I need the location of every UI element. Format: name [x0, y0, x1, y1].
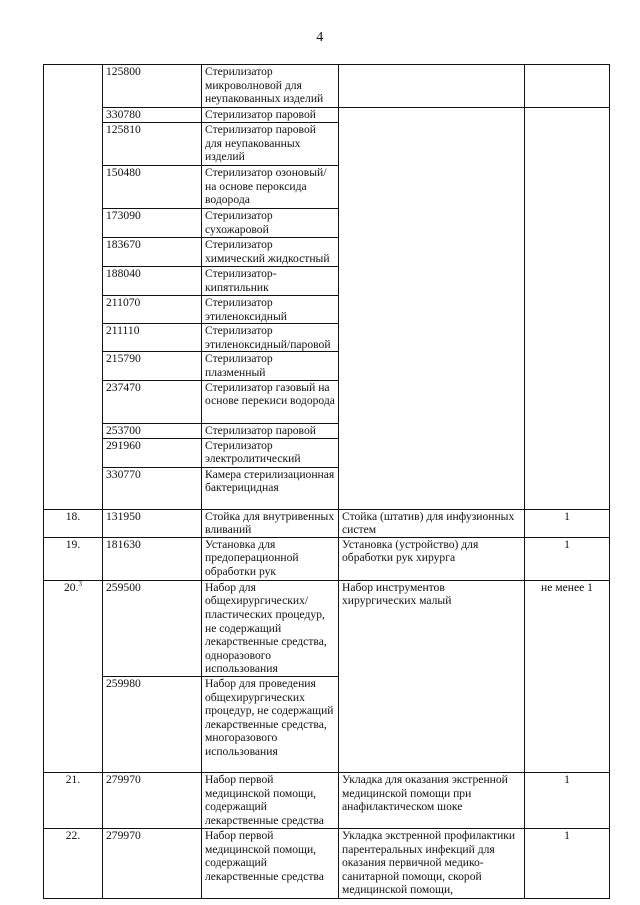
name-cell: Стерилизатор этиленоксидный — [202, 296, 339, 324]
code-cell: 131950 — [103, 509, 202, 537]
row-number: 20. — [64, 580, 79, 594]
name-cell: Стерилизатор плазменный — [202, 352, 339, 380]
number-cell: 22. — [44, 828, 103, 898]
code-cell: 237470 — [103, 380, 202, 423]
table-row — [44, 108, 610, 123]
table-row — [44, 537, 610, 580]
code-cell: 279970 — [103, 772, 202, 828]
code-cell: 125810 — [103, 123, 202, 166]
name-cell: Стойка для внутривенных вливаний — [202, 509, 339, 537]
quantity-cell: 1 — [525, 509, 610, 537]
name-cell: Стерилизатор озоновый/на основе пероксида водорода — [202, 166, 339, 209]
equipment-cell: Укладка экстренной профилактики парентеральных инфекций для оказания первичной медико-санитарной помощи, скорой медицинской помощи, — [339, 828, 525, 898]
code-cell: 330780 — [103, 108, 202, 123]
code-cell: 188040 — [103, 267, 202, 296]
name-cell: Набор для общехирургических/пластических процедур, не содержащий лекарственные средства, одноразового использования — [202, 580, 339, 676]
number-cell: 19. — [44, 537, 103, 580]
code-cell: 291960 — [103, 438, 202, 467]
code-cell: 183670 — [103, 238, 202, 267]
table-row — [44, 580, 610, 676]
code-cell: 211110 — [103, 324, 202, 352]
name-cell: Установка для предоперационной обработки рук — [202, 537, 339, 580]
table-row — [44, 772, 610, 828]
equipment-cell: Набор инструментов хирургических малый — [339, 580, 525, 772]
quantity-cell — [525, 65, 610, 108]
name-cell: Стерилизатор паровой для неупакованных изделий — [202, 123, 339, 166]
table-row — [44, 509, 610, 537]
code-cell: 211070 — [103, 296, 202, 324]
number-cell: 18. — [44, 509, 103, 537]
name-cell: Стерилизатор микроволновой для неупакованных изделий — [202, 65, 339, 108]
name-cell: Стерилизатор этиленоксидный/паровой — [202, 324, 339, 352]
quantity-cell: не менее 1 — [525, 580, 610, 772]
equipment-cell: Стойка (штатив) для инфузионных систем — [339, 509, 525, 537]
number-cell: 21. — [44, 772, 103, 828]
name-cell: Набор первой медицинской помощи, содержащий лекарственные средства — [202, 828, 339, 898]
name-cell: Стерилизатор-кипятильник — [202, 267, 339, 296]
name-cell: Камера стерилизационная бактерицидная — [202, 467, 339, 509]
equipment-cell: Укладка для оказания экстренной медицинской помощи при анафилактическом шоке — [339, 772, 525, 828]
table-row — [44, 65, 610, 108]
equipment-cell — [339, 108, 525, 510]
number-cell — [44, 580, 103, 772]
name-cell: Стерилизатор газовый на основе перекиси водорода — [202, 380, 339, 423]
code-cell: 173090 — [103, 209, 202, 238]
quantity-cell — [525, 108, 610, 510]
table-row — [44, 828, 610, 898]
name-cell: Стерилизатор паровой — [202, 423, 339, 438]
name-cell: Стерилизатор электролитический — [202, 438, 339, 467]
quantity-cell: 1 — [525, 772, 610, 828]
name-cell: Стерилизатор сухожаровой — [202, 209, 339, 238]
code-cell: 150480 — [103, 166, 202, 209]
name-cell: Стерилизатор химический жидкостный — [202, 238, 339, 267]
number-cell — [44, 65, 103, 510]
footnote-mark: 3 — [78, 580, 82, 588]
code-cell: 259500 — [103, 580, 202, 676]
quantity-cell: 1 — [525, 537, 610, 580]
page-number: 4 — [316, 30, 324, 45]
name-cell: Набор первой медицинской помощи, содержащий лекарственные средства — [202, 772, 339, 828]
code-cell: 215790 — [103, 352, 202, 380]
code-cell: 125800 — [103, 65, 202, 108]
code-cell: 181630 — [103, 537, 202, 580]
name-cell: Набор для проведения общехирургических процедур, не содержащий лекарственные средства, многоразового использования — [202, 676, 339, 772]
equipment-table — [43, 64, 610, 899]
quantity-cell: 1 — [525, 828, 610, 898]
code-cell: 253700 — [103, 423, 202, 438]
code-cell: 259980 — [103, 676, 202, 772]
code-cell: 330770 — [103, 467, 202, 509]
name-cell: Стерилизатор паровой — [202, 108, 339, 123]
equipment-cell: Установка (устройство) для обработки рук хирурга — [339, 537, 525, 580]
code-cell: 279970 — [103, 828, 202, 898]
equipment-cell — [339, 65, 525, 108]
